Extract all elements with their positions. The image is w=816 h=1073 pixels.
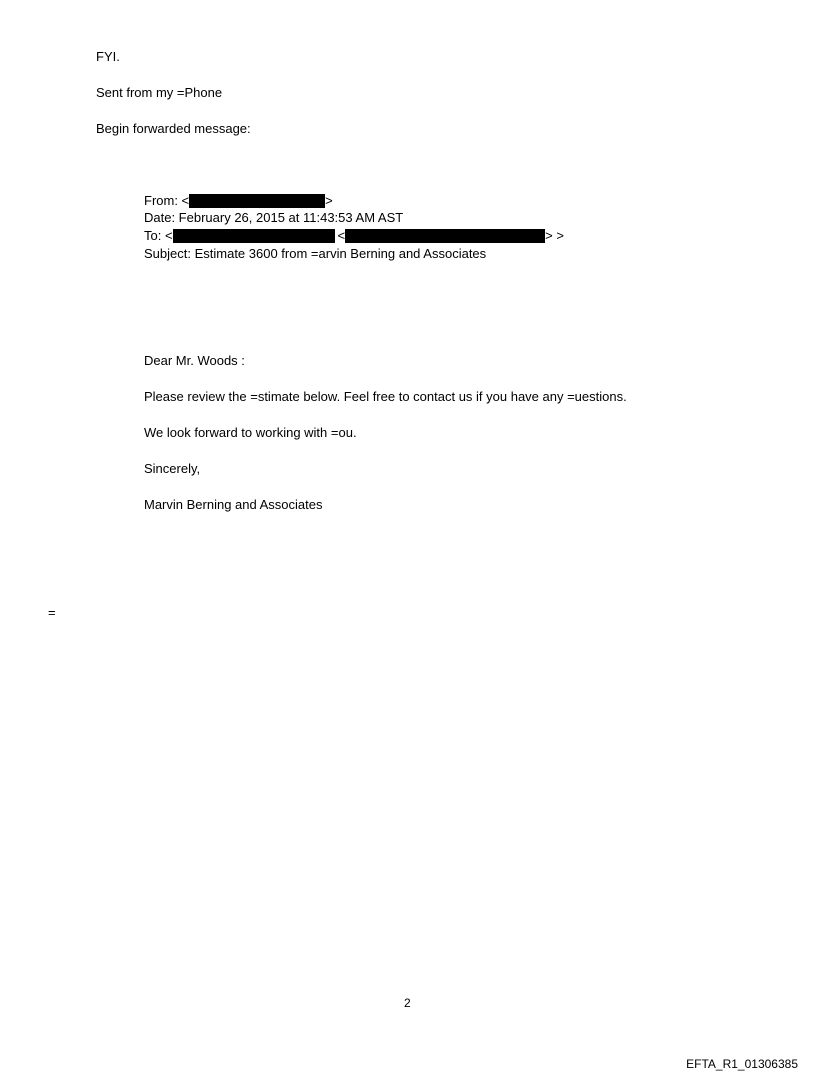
closing: Sincerely, <box>144 461 201 476</box>
subject-line: Subject: Estimate 3600 from =arvin Berning and Associates <box>144 246 487 261</box>
to-closing-brackets: > > <box>545 228 564 243</box>
redacted-recipient-email <box>345 229 545 243</box>
begin-forwarded-line: Begin forwarded message: <box>96 121 251 136</box>
stray-equals-mark: = <box>48 605 56 620</box>
to-open-bracket: < <box>337 228 346 243</box>
signature: Marvin Berning and Associates <box>144 497 323 512</box>
page-number: 2 <box>404 996 411 1010</box>
body-line-forward: We look forward to working with =ou. <box>144 425 357 440</box>
greeting: Dear Mr. Woods : <box>144 353 245 368</box>
to-line <box>144 228 564 244</box>
redacted-recipient-name <box>173 229 335 243</box>
from-closing-bracket: > <box>325 193 333 208</box>
to-label: To: < <box>144 228 173 243</box>
sent-from-line: Sent from my =Phone <box>96 85 223 100</box>
from-line <box>144 193 333 209</box>
date-line: Date: February 26, 2015 at 11:43:53 AM AST <box>144 210 404 225</box>
fyi-line: FYI. <box>96 49 120 64</box>
from-label: From: < <box>144 193 190 208</box>
body-line-review: Please review the =stimate below. Feel free to contact us if you have any =uestions. <box>144 389 627 404</box>
document-id: EFTA_R1_01306385 <box>686 1057 798 1071</box>
redacted-sender-email <box>189 194 325 208</box>
